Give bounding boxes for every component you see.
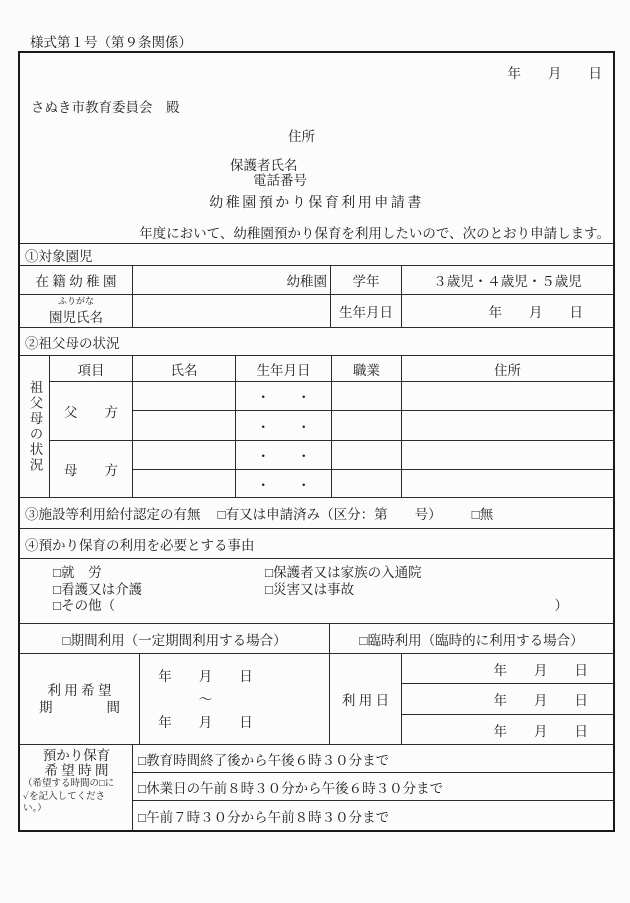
paternal-rows <box>133 382 613 440</box>
kindergarten-suffix: 幼稚園 <box>286 274 327 289</box>
child-name-input[interactable] <box>133 295 331 327</box>
maternal-rows <box>133 441 613 497</box>
desired-period-label-cell <box>20 654 140 744</box>
certification-row <box>20 498 613 529</box>
certification-checkbox-no[interactable]: □無 <box>471 507 494 522</box>
section1-heading: ①対象園児 <box>25 248 93 264</box>
hours-note-line1: （希望する時間の□に <box>23 779 115 789</box>
section1-heading-row <box>20 244 613 266</box>
use-day-label: 利 用 日 <box>330 654 402 744</box>
checkbox-period-use[interactable]: □期間利用（一定期間利用する場合） <box>20 624 330 653</box>
grade-label: 学年 <box>331 266 402 294</box>
certification-label: ③施設等利用給付認定の有無 <box>25 507 201 522</box>
section4-heading-row <box>20 529 613 559</box>
reason-checkbox-cell <box>20 559 613 623</box>
section2-heading-row <box>20 328 613 356</box>
maternal2-name-input[interactable] <box>133 470 236 497</box>
paternal-label: 父 方 <box>50 382 133 440</box>
maternal1-address-input[interactable] <box>402 441 613 469</box>
form-header-area <box>20 53 613 243</box>
desired-hours-label-cell <box>20 745 133 830</box>
hours-options <box>133 745 613 830</box>
paternal1-birth-input[interactable]: ・ ・ <box>236 382 332 410</box>
addressee-label: さぬき市教育委員会 殿 <box>31 100 180 115</box>
period-date-from: 年 月 日 <box>158 668 253 684</box>
col-job-header: 職業 <box>332 356 402 381</box>
maternal2-address-input[interactable] <box>402 470 613 497</box>
maternal1-name-input[interactable] <box>133 441 236 469</box>
period-date-range-cell[interactable] <box>140 654 330 744</box>
use-day-field-1[interactable]: 年 月 日 <box>493 662 588 678</box>
checkbox-work[interactable]: □就 労 <box>53 565 102 580</box>
grandparents-main <box>50 356 613 497</box>
maternal2-job-input[interactable] <box>332 470 402 497</box>
grandparents-header-row <box>50 356 613 382</box>
maternal1-birth-input[interactable]: ・ ・ <box>236 441 332 469</box>
section4-heading: ④預かり保育の利用を必要とする事由 <box>25 537 255 553</box>
use-day-row-3 <box>402 715 613 744</box>
birthdate-label: 生年月日 <box>331 295 402 327</box>
use-day-rows <box>402 654 613 744</box>
use-day-field-2[interactable]: 年 月 日 <box>493 693 588 708</box>
paternal1-name-input[interactable] <box>133 382 236 410</box>
paternal2-job-input[interactable] <box>332 411 402 440</box>
checkbox-nursing[interactable]: □看護又は介護 <box>53 581 143 597</box>
hours-note-line3: い。） <box>23 804 47 814</box>
enrolled-kindergarten-label: 在 籍 幼 稚 園 <box>20 266 133 294</box>
reason-line-3 <box>53 598 613 615</box>
address-label: 住所 <box>288 129 315 144</box>
reason-line-1 <box>53 565 613 582</box>
checkbox-hours-holiday[interactable]: □休業日の午前８時３０分から午後６時３０分まで <box>138 780 444 796</box>
phone-number-label: 電話番号 <box>253 173 307 188</box>
paternal2-address-input[interactable] <box>402 411 613 440</box>
grandparents-side-label-cell <box>20 356 50 497</box>
col-birth-header: 生年月日 <box>236 356 332 381</box>
paternal-block <box>50 382 613 441</box>
hours-option-row-2 <box>133 773 613 801</box>
enrolled-kindergarten-input[interactable] <box>133 266 331 294</box>
maternal-row-1 <box>133 441 613 470</box>
form-title: 幼稚園預かり保育利用申請書 <box>209 196 424 211</box>
checkbox-disaster[interactable]: □災害又は事故 <box>265 581 355 597</box>
grandparents-table <box>20 356 613 498</box>
hours-note-line2: ✓を記入してくださ <box>23 791 106 802</box>
checkbox-temporary-use[interactable]: □臨時利用（臨時的に利用する場合） <box>359 632 584 648</box>
period-date-to: 年 月 日 <box>158 714 253 730</box>
maternal2-birth-input[interactable]: ・ ・ <box>236 470 332 497</box>
checkbox-hospital[interactable]: □保護者又は家族の入通院 <box>265 565 422 580</box>
furigana-label: ふりがな <box>57 296 94 306</box>
desired-period-label-line2: 期 間 <box>39 700 120 715</box>
grandparents-side-label: 祖父母の状況 <box>27 380 43 473</box>
usage-body-row <box>20 654 613 745</box>
col-name-header: 氏名 <box>133 356 236 381</box>
paternal2-birth-input[interactable]: ・ ・ <box>236 411 332 440</box>
hours-option-row-1 <box>133 745 613 773</box>
usage-type-header-row <box>20 624 613 654</box>
enrolled-kindergarten-row <box>20 266 613 295</box>
child-name-label: 園児氏名 <box>49 310 103 325</box>
checkbox-hours-morning[interactable]: □午前７時３０分から午前８時３０分まで <box>138 809 390 825</box>
guardian-name-label: 保護者氏名 <box>230 158 298 173</box>
reason-checkbox-area <box>20 559 613 624</box>
intro-sentence: 年度において、幼稚園預かり保育を利用したいので、次のとおり申請します。 <box>139 226 610 241</box>
section2-heading: ②祖父母の状況 <box>25 335 120 351</box>
maternal-block <box>50 441 613 497</box>
child-name-label-cell <box>20 295 133 327</box>
use-day-row-2 <box>402 684 613 715</box>
col-item-header: 項目 <box>50 356 133 381</box>
maternal-row-2 <box>133 470 613 497</box>
use-day-row-1 <box>402 654 613 684</box>
paternal-row-1 <box>133 382 613 411</box>
use-day-field-3[interactable]: 年 月 日 <box>493 723 588 739</box>
desired-period-label-line1: 利 用 希 望 <box>47 683 112 698</box>
col-address-header: 住所 <box>494 362 521 378</box>
checkbox-hours-after-school[interactable]: □教育時間終了後から午後６時３０分まで <box>138 752 390 768</box>
form-number: 様式第１号（第９条関係） <box>30 35 192 50</box>
form-table <box>20 243 613 830</box>
paternal1-address-input[interactable] <box>402 382 613 410</box>
desired-hours-label-line1: 預かり保育 <box>42 748 111 763</box>
tilde-separator: 〜 <box>198 691 213 707</box>
maternal-label: 母 方 <box>50 441 133 497</box>
hours-option-row-3 <box>133 801 613 830</box>
child-name-row <box>20 295 613 328</box>
submission-date-field[interactable]: 年 月 日 <box>507 66 602 81</box>
paternal1-job-input[interactable] <box>332 382 402 410</box>
desired-hours-row <box>20 745 613 830</box>
form-box <box>18 51 615 832</box>
maternal1-job-input[interactable] <box>332 441 402 469</box>
birthdate-field[interactable]: 年 月 日 <box>488 305 583 320</box>
desired-hours-label-line2: 希 望 時 間 <box>44 763 109 778</box>
grade-options[interactable]: ３歳児・４歳児・５歳児 <box>433 274 582 289</box>
certification-cell <box>20 498 613 528</box>
paternal-row-2 <box>133 411 613 440</box>
reason-line-2 <box>53 582 613 599</box>
checkbox-other[interactable]: □その他（ <box>53 598 116 613</box>
other-close-paren: ） <box>554 598 568 613</box>
paternal2-name-input[interactable] <box>133 411 236 440</box>
certification-checkbox-yes[interactable]: □有又は申請済み（区分：第 号） <box>217 507 442 522</box>
